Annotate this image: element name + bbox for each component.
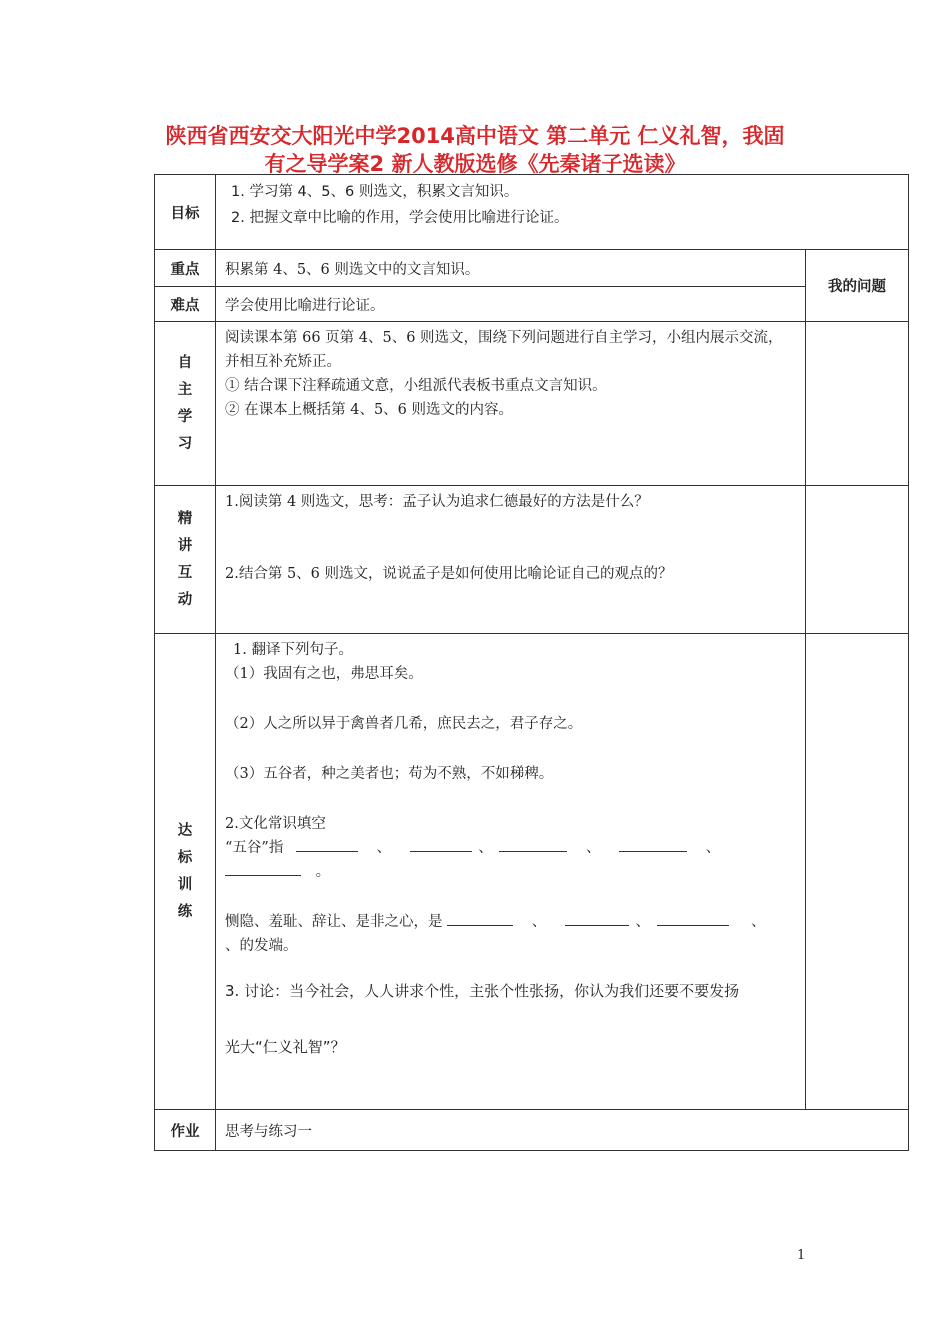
discuss-line-2: 光大“仁义礼智”？ [225, 1038, 346, 1056]
self-study-row [155, 322, 909, 486]
practice-label: 达 标 训 练 [155, 634, 216, 1110]
study-plan-table [154, 174, 909, 1151]
goal-item-1: 1. 学习第 4、5、6 则选文，积累文言知识。 [231, 184, 519, 200]
heart-blank-1[interactable] [447, 911, 513, 926]
wugu-blank-5[interactable] [225, 861, 301, 876]
homework-label: 作业 [155, 1110, 216, 1151]
wugu-blank-4[interactable] [619, 837, 687, 852]
interaction-label: 精 讲 互 动 [155, 486, 216, 634]
translate-sentence-2: （2）人之所以异于禽兽者几希，庶民去之，君子存之。 [225, 716, 583, 732]
my-questions-cell-3 [806, 634, 909, 1110]
wugu-line: “五谷”指 、 、 、 、 。 [225, 836, 796, 884]
interaction-question-1: 1.阅读第 4 则选文，思考：孟子认为追求仁德最好的方法是什么？ [225, 494, 649, 510]
self-study-item-2: ② 在课本上概括第 4、5、6 则选文的内容。 [225, 402, 514, 418]
translate-sentence-3: （3）五谷者，种之美者也；苟为不熟，不如稊稗。 [225, 766, 554, 782]
key-content: 积累第 4、5、6 则选文中的文言知识。 [216, 250, 806, 287]
goal-label: 目标 [155, 175, 216, 250]
goal-content [216, 175, 909, 250]
discuss-line-1: 3. 讨论：当今社会，人人讲求个性，主张个性张扬，你认为我们还要不要发扬 [225, 982, 740, 1000]
translate-title: 1. 翻译下列句子。 [233, 642, 353, 658]
document-title [120, 122, 830, 178]
wugu-blank-3[interactable] [499, 837, 567, 852]
wugu-blank-1[interactable] [296, 837, 358, 852]
difficulty-row [155, 287, 909, 322]
practice-row [155, 634, 909, 1110]
goal-item-2: 2. 把握文章中比喻的作用，学会使用比喻进行论证。 [231, 210, 569, 226]
my-questions-label: 我的问题 [806, 250, 909, 322]
practice-content [216, 634, 806, 1110]
translate-sentence-1: （1）我固有之也，弗思耳矣。 [225, 666, 423, 682]
title-line-2: 有之导学案2 新人教版选修《先秦诸子选读》 [264, 152, 686, 176]
heart-suffix: 、的发端。 [225, 938, 298, 954]
interaction-question-2: 2.结合第 5、6 则选文，说说孟子是如何使用比喻论证自己的观点的？ [225, 566, 673, 582]
goal-row [155, 175, 909, 250]
self-study-content [216, 322, 806, 486]
difficulty-label: 难点 [155, 287, 216, 322]
my-questions-cell-2 [806, 486, 909, 634]
title-line-1: 陕西省西安交大阳光中学2014高中语文 第二单元 仁义礼智，我固 [165, 124, 785, 148]
homework-content: 思考与练习一 [216, 1110, 909, 1151]
my-questions-cell-1 [806, 322, 909, 486]
key-row [155, 250, 909, 287]
difficulty-content: 学会使用比喻进行论证。 [216, 287, 806, 322]
wugu-blank-2[interactable] [410, 837, 472, 852]
heart-blank-3[interactable] [657, 911, 729, 926]
wugu-prefix: “五谷”指 [225, 840, 284, 856]
heart-prefix: 恻隐、羞耻、辞让、是非之心，是 [225, 914, 443, 930]
interaction-row [155, 486, 909, 634]
self-study-item-1: ① 结合课下注释疏通文意，小组派代表板书重点文言知识。 [225, 378, 607, 394]
self-study-label: 自 主 学 习 [155, 322, 216, 486]
self-study-intro: 阅读课本第 66 页第 4、5、6 则选文，围绕下列问题进行自主学习，小组内展示交流，并相互补充矫正。 [225, 330, 783, 370]
interaction-content [216, 486, 806, 634]
key-label: 重点 [155, 250, 216, 287]
page-number: 1 [797, 1248, 806, 1263]
heart-line: 恻隐、羞耻、辞让、是非之心，是 、 、 、 [225, 910, 796, 934]
fill-title: 2.文化常识填空 [225, 816, 326, 832]
homework-row [155, 1110, 909, 1151]
heart-blank-2[interactable] [565, 911, 629, 926]
